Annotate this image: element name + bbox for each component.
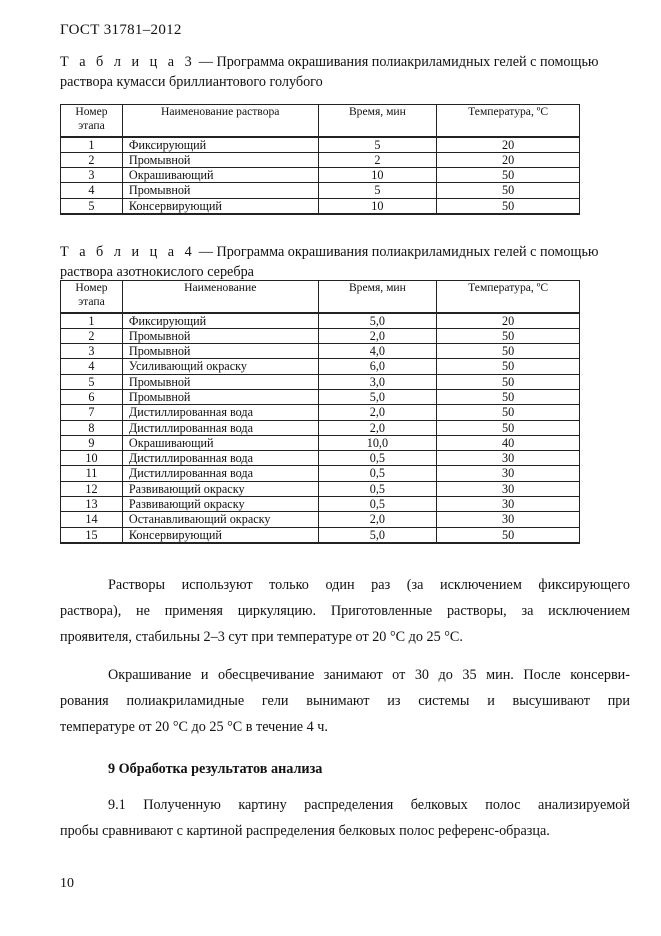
name-cell: Дистиллированная вода	[122, 466, 318, 481]
paragraph-line: Окрашивание и обесцвечивание занимают от 30 до 35 мин. После консерви-	[108, 667, 630, 683]
name-cell: Останавливающий окраску	[122, 512, 318, 527]
step-number-cell: 11	[61, 466, 123, 481]
time-cell: 2,0	[318, 512, 437, 527]
name-cell: Промывной	[122, 344, 318, 359]
table-row	[61, 389, 580, 404]
name-cell: Развивающий окраску	[122, 481, 318, 496]
temperature-cell: 20	[437, 313, 580, 329]
time-cell: 5,0	[318, 389, 437, 404]
table4	[60, 280, 580, 544]
name-cell: Окрашивающий	[122, 435, 318, 450]
temperature-cell: 20	[437, 137, 580, 153]
table-row	[61, 527, 580, 543]
step-number-cell: 4	[61, 359, 123, 374]
paragraph-line: раствора), не применяя циркуляцию. Приготовленные растворы, за исключением	[60, 603, 630, 619]
time-cell: 10,0	[318, 435, 437, 450]
table-row	[61, 168, 580, 183]
paragraph-line: 9.1 Полученную картину распределения белковых полос анализируемой	[108, 797, 630, 813]
name-cell: Дистиллированная вода	[122, 420, 318, 435]
step-number-cell: 10	[61, 451, 123, 466]
name-cell: Консервирующий	[122, 198, 318, 214]
temperature-cell: 30	[437, 497, 580, 512]
step-number-cell: 12	[61, 481, 123, 496]
time-cell: 0,5	[318, 451, 437, 466]
time-cell: 5	[318, 137, 437, 153]
table3-caption	[60, 52, 630, 92]
temperature-cell: 50	[437, 359, 580, 374]
time-cell: 10	[318, 168, 437, 183]
paragraph-line: пробы сравнивают с картиной распределения белковых полос референс-образца.	[60, 823, 550, 839]
time-cell: 5,0	[318, 313, 437, 329]
table-row	[61, 497, 580, 512]
table4-caption-text: — Программа окрашивания полиакриламидных гелей с помощью	[195, 244, 599, 260]
table-row	[61, 344, 580, 359]
name-cell: Консервирующий	[122, 527, 318, 543]
table3-caption-line2: раствора кумасси бриллиантового голубого	[60, 74, 323, 90]
table4-col-time: Время, мин	[318, 281, 437, 313]
table-row	[61, 152, 580, 167]
paragraph-solutions	[60, 572, 630, 650]
table-row	[61, 481, 580, 496]
document-header: ГОСТ 31781–2012	[60, 22, 182, 38]
name-cell: Усиливающий окраску	[122, 359, 318, 374]
table-row	[61, 313, 580, 329]
table3	[60, 104, 580, 215]
table-row	[61, 451, 580, 466]
name-cell: Промывной	[122, 389, 318, 404]
temperature-cell: 50	[437, 389, 580, 404]
temperature-cell: 30	[437, 451, 580, 466]
table4-col-step: Номер этапа	[61, 281, 123, 313]
paragraph-line: Растворы используют только один раз (за исключением фиксирующего	[108, 577, 630, 593]
time-cell: 0,5	[318, 497, 437, 512]
time-cell: 2,0	[318, 328, 437, 343]
time-cell: 5	[318, 183, 437, 198]
table4-caption	[60, 242, 630, 282]
table3-col-time: Время, мин	[318, 105, 437, 137]
table-row	[61, 435, 580, 450]
time-cell: 4,0	[318, 344, 437, 359]
temperature-cell: 40	[437, 435, 580, 450]
name-cell: Промывной	[122, 374, 318, 389]
step-number-cell: 2	[61, 152, 123, 167]
time-cell: 5,0	[318, 527, 437, 543]
table-row	[61, 137, 580, 153]
step-number-cell: 7	[61, 405, 123, 420]
name-cell: Фиксирующий	[122, 313, 318, 329]
temperature-cell: 50	[437, 344, 580, 359]
table4-label: Т а б л и ц а 4	[60, 244, 196, 260]
step-number-cell: 2	[61, 328, 123, 343]
paragraph-line: проявителя, стабильны 2–3 сут при температуре от 20 °С до 25 °С.	[60, 629, 463, 645]
step-number-cell: 3	[61, 344, 123, 359]
name-cell: Промывной	[122, 152, 318, 167]
temperature-cell: 20	[437, 152, 580, 167]
time-cell: 10	[318, 198, 437, 214]
table3-col-name: Наименование раствора	[122, 105, 318, 137]
table-row	[61, 359, 580, 374]
table3-caption-text: — Программа окрашивания полиакриламидных гелей с помощью	[195, 54, 599, 70]
time-cell: 0,5	[318, 481, 437, 496]
table3-col-temp: Температура, ºC	[437, 105, 580, 137]
table-row	[61, 328, 580, 343]
temperature-cell: 50	[437, 374, 580, 389]
step-number-cell: 15	[61, 527, 123, 543]
paragraph-9-1	[60, 792, 630, 844]
temperature-cell: 50	[437, 527, 580, 543]
table-row	[61, 183, 580, 198]
table4-caption-line2: раствора азотнокислого серебра	[60, 264, 254, 280]
step-number-cell: 9	[61, 435, 123, 450]
time-cell: 3,0	[318, 374, 437, 389]
time-cell: 2,0	[318, 420, 437, 435]
step-number-cell: 5	[61, 198, 123, 214]
section-heading: 9 Обработка результатов анализа	[108, 761, 323, 777]
name-cell: Развивающий окраску	[122, 497, 318, 512]
step-number-cell: 6	[61, 389, 123, 404]
step-number-cell: 1	[61, 137, 123, 153]
table-row	[61, 466, 580, 481]
step-number-cell: 4	[61, 183, 123, 198]
table4-col-name: Наименование	[122, 281, 318, 313]
step-number-cell: 3	[61, 168, 123, 183]
step-number-cell: 5	[61, 374, 123, 389]
name-cell: Дистиллированная вода	[122, 405, 318, 420]
temperature-cell: 30	[437, 466, 580, 481]
table-row	[61, 405, 580, 420]
name-cell: Фиксирующий	[122, 137, 318, 153]
step-number-cell: 13	[61, 497, 123, 512]
temperature-cell: 50	[437, 405, 580, 420]
paragraph-line: рования полиакриламидные гели вынимают из системы и высушивают при	[60, 693, 630, 709]
table3-col-step: Номер этапа	[61, 105, 123, 137]
temperature-cell: 30	[437, 512, 580, 527]
time-cell: 6,0	[318, 359, 437, 374]
table4-header-row	[61, 281, 580, 313]
temperature-cell: 50	[437, 168, 580, 183]
step-number-cell: 1	[61, 313, 123, 329]
paragraph-staining-time	[60, 662, 630, 740]
temperature-cell: 30	[437, 481, 580, 496]
table-row	[61, 374, 580, 389]
table-row	[61, 420, 580, 435]
temperature-cell: 50	[437, 328, 580, 343]
step-number-cell: 14	[61, 512, 123, 527]
table3-header-row	[61, 105, 580, 137]
paragraph-line: температуре от 20 °С до 25 °С в течение 4 ч.	[60, 719, 328, 735]
temperature-cell: 50	[437, 198, 580, 214]
name-cell: Промывной	[122, 183, 318, 198]
table3-label: Т а б л и ц а 3	[60, 54, 196, 70]
step-number-cell: 8	[61, 420, 123, 435]
time-cell: 2	[318, 152, 437, 167]
table4-col-temp: Температура, ºC	[437, 281, 580, 313]
name-cell: Дистиллированная вода	[122, 451, 318, 466]
table-row	[61, 512, 580, 527]
name-cell: Окрашивающий	[122, 168, 318, 183]
page-number: 10	[60, 876, 74, 891]
time-cell: 0,5	[318, 466, 437, 481]
table-row	[61, 198, 580, 214]
temperature-cell: 50	[437, 420, 580, 435]
name-cell: Промывной	[122, 328, 318, 343]
time-cell: 2,0	[318, 405, 437, 420]
temperature-cell: 50	[437, 183, 580, 198]
